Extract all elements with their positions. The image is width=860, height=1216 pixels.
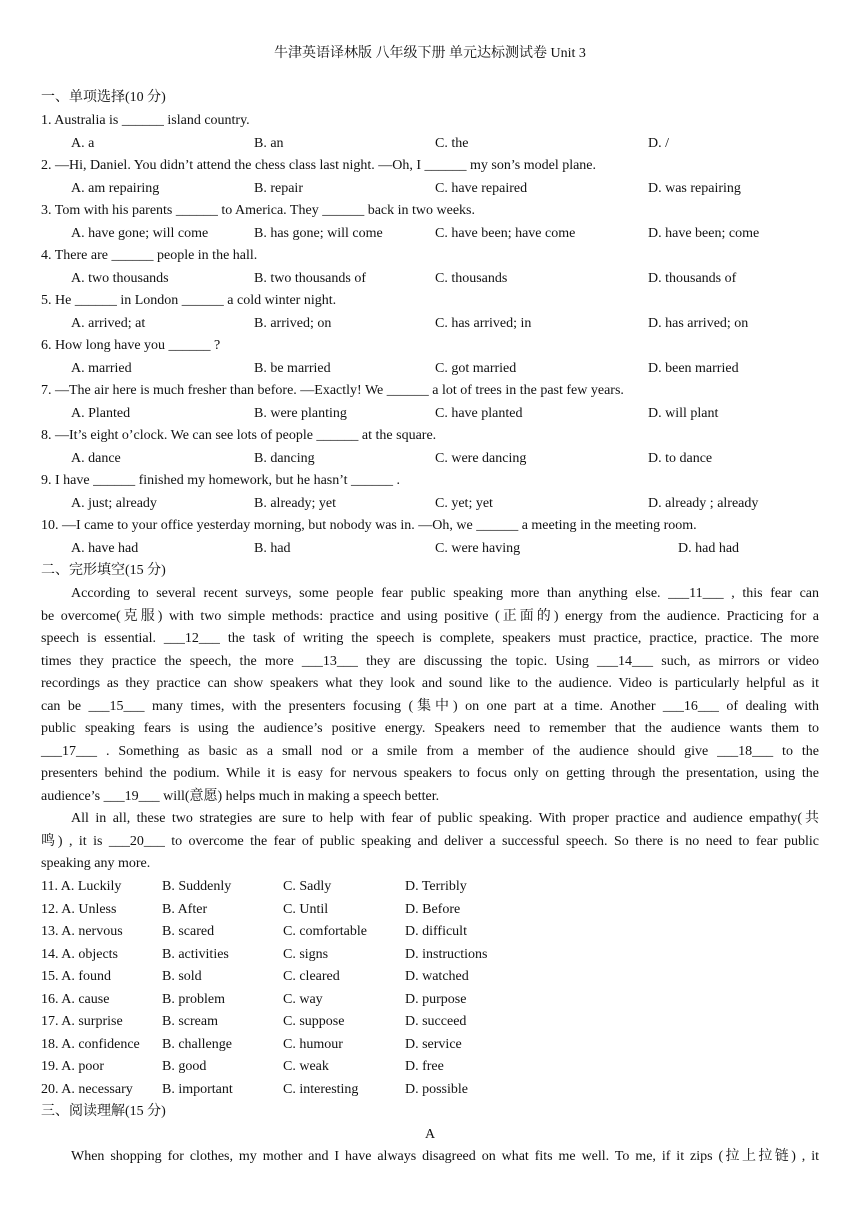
passage-line: When shopping for clothes, my mother and I have always disagreed on what fits me well. To me, if it zips (拉上拉链) , it (71, 1149, 819, 1164)
answer-option: D. already ; already (648, 495, 759, 511)
answer-option: A. a (71, 135, 95, 151)
cloze-option: B. scared (162, 924, 215, 939)
answer-option: B. dancing (254, 450, 315, 466)
cloze-option: D. difficult (405, 924, 467, 939)
passage-line: presenters behind the podium. While it is easy for nervous speakers to focus only on getting through the presentation, using the (41, 766, 819, 781)
question-stem: 3. Tom with his parents ______ to America. They ______ back in two weeks. (41, 203, 475, 218)
passage-line: speaking any more. (41, 856, 151, 871)
passage-line: According to several recent surveys, some people fear public speaking more than anything else. ___11___ , this fear can (71, 586, 819, 601)
answer-option: B. be married (254, 360, 331, 376)
answer-option: C. have planted (435, 405, 523, 421)
cloze-option: 13. A. nervous (41, 924, 123, 939)
answer-option: D. been married (648, 360, 739, 376)
cloze-option: B. activities (162, 946, 229, 962)
cloze-option: 12. A. Unless (41, 901, 117, 917)
passage-line: times they practice the speech, the more ___13___ they are discussing the topic. Using ___14___ such, as mirrors or video (41, 653, 819, 669)
cloze-option: C. humour (283, 1036, 343, 1052)
cloze-option: C. Until (283, 901, 329, 917)
answer-option: A. arrived; at (71, 315, 146, 331)
cloze-option: B. problem (162, 991, 225, 1007)
answer-option: A. Planted (71, 405, 131, 421)
question-stem: 7. —The air here is much fresher than before. —Exactly! We ______ a lot of trees in the past few years. (41, 383, 624, 398)
question-stem: 4. There are ______ people in the hall. (41, 248, 258, 263)
answer-option: D. to dance (648, 450, 713, 466)
cloze-option: 16. A. cause (41, 991, 110, 1007)
cloze-option: D. service (405, 1036, 462, 1052)
cloze-option: C. weak (283, 1059, 329, 1074)
page-header: 牛津英语译林版 八年级下册 单元达标测试卷 Unit 3 (274, 46, 586, 61)
answer-option: B. arrived; on (254, 315, 332, 331)
passage-line: can be ___15___ many times, with the presenters focusing (集中) on one part at a time. Another ___16___ of dealing with (41, 698, 819, 714)
passage-label: A (424, 1127, 436, 1142)
passage-line: public speaking fears is using the audience’s positive energy. Speakers need to remember that the audience wants them to (41, 721, 819, 736)
answer-option: A. have had (71, 540, 139, 556)
answer-option: D. was repairing (648, 180, 741, 196)
cloze-option: D. possible (405, 1081, 468, 1097)
answer-option: D. thousands of (648, 270, 737, 286)
cloze-option: C. interesting (283, 1081, 359, 1097)
answer-option: C. got married (435, 360, 517, 376)
cloze-option: D. succeed (405, 1014, 467, 1029)
cloze-option: B. After (162, 901, 208, 917)
cloze-option: 17. A. surprise (41, 1014, 123, 1029)
passage-line: be overcome(克服) with two simple methods: practice and using positive (正面的) energy from the audience. Practicing for a (41, 608, 819, 624)
passage-line: audience’s ___19___ will(意愿) helps much in making a speech better. (41, 788, 440, 804)
answer-option: B. two thousands of (254, 270, 366, 286)
cloze-option: 14. A. objects (41, 946, 118, 962)
question-stem: 2. —Hi, Daniel. You didn’t attend the chess class last night. —Oh, I ______ my son’s model plane. (41, 158, 597, 173)
cloze-option: D. purpose (405, 991, 467, 1007)
cloze-option: B. good (162, 1059, 207, 1074)
answer-option: A. am repairing (71, 180, 160, 196)
answer-option: D. will plant (648, 405, 719, 421)
cloze-option: 11. A. Luckily (41, 879, 122, 894)
cloze-option: B. important (162, 1081, 233, 1097)
answer-option: A. just; already (71, 495, 157, 511)
cloze-option: B. challenge (162, 1036, 232, 1052)
answer-option: C. were having (435, 540, 521, 556)
passage-line: speech is essential. ___12___ the task of writing the speech is complete, speakers must practice, practice, practice. The more (41, 631, 819, 646)
answer-option: D. has arrived; on (648, 315, 749, 331)
cloze-option: B. Suddenly (162, 879, 232, 894)
answer-option: B. already; yet (254, 495, 337, 511)
cloze-option: C. signs (283, 946, 329, 962)
passage-line: 鸣) , it is ___20___ to overcome the fear of public speaking and deliver a successful speech. So there is no need to fear public (41, 833, 819, 849)
passage-line: ___17___ . Something as basic as a small nod or a smile from a member of the audience should give ___18___ to the (41, 743, 819, 759)
passage-line: All in all, these two strategies are sure to help with fear of public speaking. With proper practice and audience empathy(共 (71, 811, 819, 826)
answer-option: A. have gone; will come (71, 225, 209, 241)
cloze-option: D. free (405, 1059, 444, 1074)
answer-option: A. dance (71, 450, 121, 466)
cloze-option: D. Before (405, 901, 461, 917)
question-stem: 9. I have ______ finished my homework, but he hasn’t ______ . (41, 473, 401, 488)
cloze-option: B. scream (162, 1014, 218, 1029)
cloze-option: 15. A. found (41, 969, 111, 984)
cloze-option: D. instructions (405, 946, 488, 962)
answer-option: C. thousands (435, 270, 508, 286)
cloze-option: D. Terribly (405, 879, 467, 894)
answer-option: C. were dancing (435, 450, 527, 466)
answer-option: D. had had (678, 540, 740, 556)
question-stem: 5. He ______ in London ______ a cold winter night. (41, 293, 337, 308)
answer-option: B. were planting (254, 405, 347, 421)
cloze-option: C. comfortable (283, 924, 367, 939)
cloze-option: C. way (283, 991, 323, 1007)
cloze-option: 20. A. necessary (41, 1081, 133, 1097)
answer-option: D. / (648, 135, 669, 151)
answer-option: C. has arrived; in (435, 315, 532, 331)
section-title: 一、单项选择(10 分) (41, 90, 166, 105)
answer-option: B. repair (254, 180, 303, 196)
cloze-option: C. Sadly (283, 879, 332, 894)
section-title: 三、阅读理解(15 分) (41, 1104, 166, 1119)
answer-option: B. an (254, 135, 284, 151)
question-stem: 1. Australia is ______ island country. (41, 113, 250, 128)
question-stem: 6. How long have you ______ ? (41, 338, 221, 353)
cloze-option: C. cleared (283, 969, 340, 984)
answer-option: A. two thousands (71, 270, 169, 286)
question-stem: 8. —It’s eight o’clock. We can see lots of people ______ at the square. (41, 428, 437, 443)
answer-option: C. have repaired (435, 180, 528, 196)
question-stem: 10. —I came to your office yesterday morning, but nobody was in. —Oh, we ______ a meeting in the meeting room. (41, 518, 697, 533)
answer-option: A. married (71, 360, 132, 376)
answer-option: C. yet; yet (435, 495, 493, 511)
answer-option: C. the (435, 135, 469, 151)
cloze-option: C. suppose (283, 1014, 345, 1029)
answer-option: D. have been; come (648, 225, 760, 241)
answer-option: C. have been; have come (435, 225, 576, 241)
passage-line: recordings as they practice can show speakers what they look and sound like to the audience. Video is particularly helpful as it (41, 676, 819, 691)
section-title: 二、完形填空(15 分) (41, 563, 166, 578)
cloze-option: B. sold (162, 969, 202, 984)
cloze-option: 18. A. confidence (41, 1036, 140, 1052)
cloze-option: 19. A. poor (41, 1059, 104, 1074)
answer-option: B. had (254, 540, 291, 556)
answer-option: B. has gone; will come (254, 225, 383, 241)
cloze-option: D. watched (405, 969, 469, 984)
